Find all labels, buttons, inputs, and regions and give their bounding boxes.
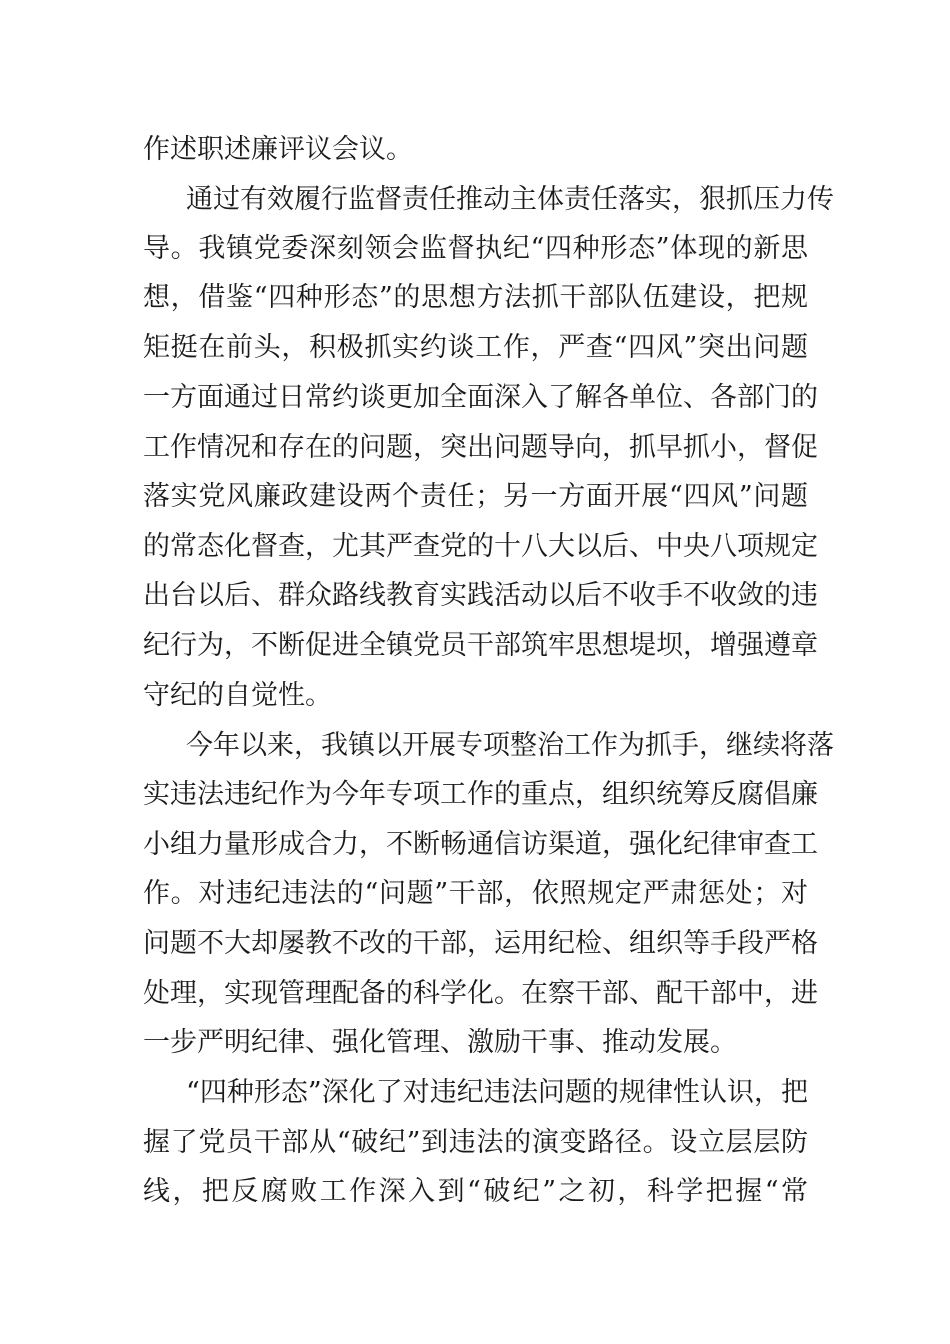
paragraph-first-line: 通过有效履行监督责任推动主体责任落实，狠抓压力传 — [186, 184, 834, 215]
text-line: 工作情况和存在的问题，突出问题导向，抓早抓小，督促 — [143, 432, 818, 463]
text-line: 想，借鉴“四种形态”的思想方法抓干部队伍建设，把规 — [143, 282, 808, 313]
text-line: 一步严明纪律、强化管理、激励干事、推动发展。 — [143, 1027, 737, 1058]
text-line: 实违法违纪作为今年专项工作的重点，组织统筹反腐倡廉 — [143, 779, 818, 810]
text-line: 出台以后、群众路线教育实践活动以后不收手不收敛的违 — [143, 580, 818, 611]
text-line: 握了党员干部从“破纪”到违法的演变路径。设立层层防 — [143, 1127, 808, 1158]
text-line: 守纪的自觉性。 — [143, 680, 332, 711]
text-line: 线，把反腐败工作深入到“破纪”之初，科学把握“常 — [143, 1176, 808, 1207]
paragraph-first-line: “四种形态”深化了对违纪违法问题的规律性认识，把 — [186, 1077, 808, 1108]
text-line: 纪行为，不断促进全镇党员干部筑牢思想堤坝，增强遵章 — [143, 630, 818, 661]
text-line: 矩挺在前头，积极抓实约谈工作，严查“四风”突出问题 — [143, 332, 808, 363]
text-line: 小组力量形成合力，不断畅通信访渠道，强化纪律审查工 — [143, 829, 818, 860]
text-line: 处理，实现管理配备的科学化。在察干部、配干部中，进 — [143, 978, 818, 1009]
text-line: 导。我镇党委深刻领会监督执纪“四种形态”体现的新思 — [143, 233, 808, 264]
text-line: 一方面通过日常约谈更加全面深入了解各单位、各部门的 — [143, 382, 818, 413]
paragraph-first-line: 今年以来，我镇以开展专项整治工作为抓手，继续将落 — [186, 730, 834, 761]
text-line: 落实党风廉政建设两个责任；另一方面开展“四风”问题 — [143, 481, 808, 512]
text-line: 的常态化督查，尤其严查党的十八大以后、中央八项规定 — [143, 531, 818, 562]
text-line: 作。对违纪违法的“问题”干部，依照规定严肃惩处；对 — [143, 878, 808, 909]
text-line: 问题不大却屡教不改的干部，运用纪检、组织等手段严格 — [143, 928, 818, 959]
text-line: 作述职述廉评议会议。 — [143, 134, 413, 165]
